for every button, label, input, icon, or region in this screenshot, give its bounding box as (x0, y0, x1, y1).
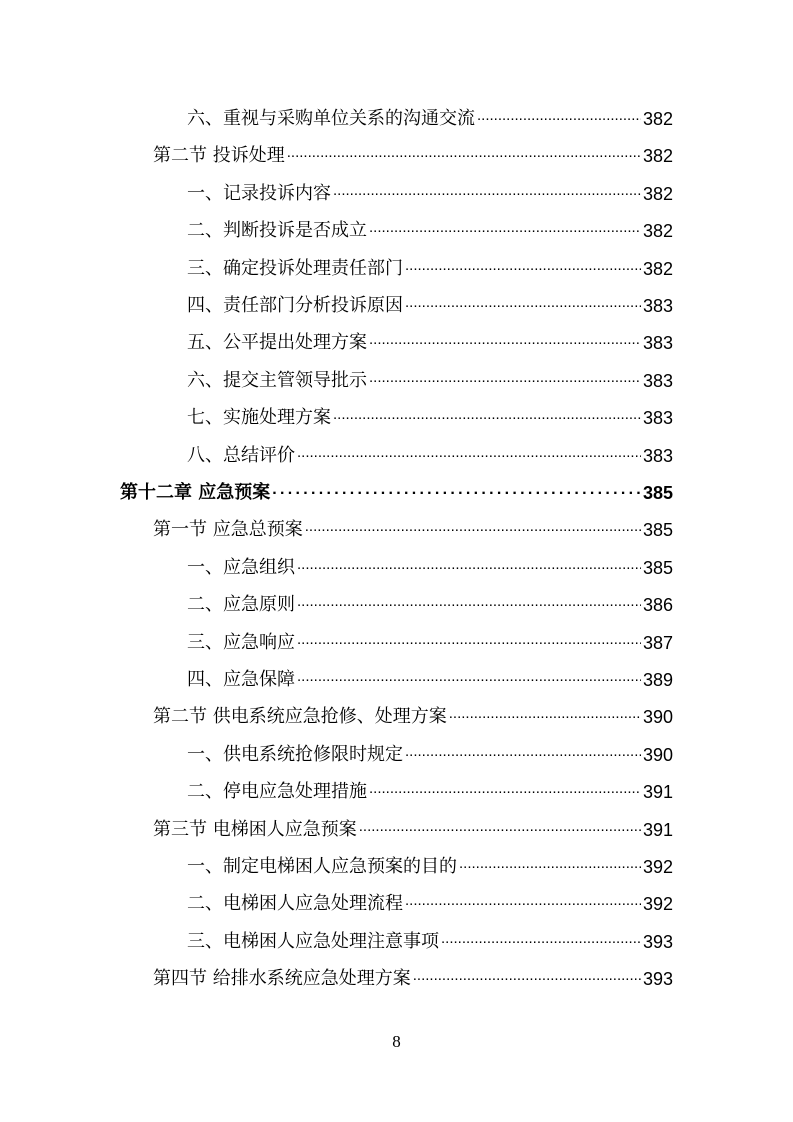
toc-dot-leader (477, 105, 641, 127)
toc-entry-label: 七、实施处理方案 (187, 407, 331, 429)
toc-entry[interactable] (153, 811, 673, 841)
toc-entry-label: 第十二章 应急预案 (120, 482, 271, 503)
toc-entry-page: 383 (642, 333, 673, 354)
toc-entry[interactable] (187, 549, 673, 579)
toc-entry[interactable] (187, 212, 673, 242)
toc-entry-page: 385 (642, 483, 673, 503)
toc-dot-leader (369, 778, 641, 800)
toc-entry[interactable] (187, 885, 673, 915)
toc-entry-page: 385 (642, 557, 673, 578)
toc-dot-leader (405, 741, 641, 763)
toc-dot-leader (369, 217, 641, 239)
toc-entry-page: 383 (642, 408, 673, 429)
toc-entry-page: 385 (642, 520, 673, 541)
toc-entry-label: 五、公平提出处理方案 (187, 332, 367, 354)
toc-entry-label: 三、确定投诉处理责任部门 (187, 257, 403, 279)
toc-entry-page: 389 (642, 670, 673, 690)
toc-entry-label: 第四节 给排水系统应急处理方案 (153, 968, 411, 990)
toc-entry[interactable] (187, 661, 673, 691)
toc-entry[interactable] (153, 511, 673, 541)
toc-entry[interactable] (187, 624, 673, 654)
toc-dot-leader (369, 367, 641, 389)
toc-dot-leader (333, 404, 641, 426)
toc-entry-label: 三、电梯困人应急处理注意事项 (187, 930, 439, 952)
toc-entry-page: 386 (642, 595, 673, 616)
toc-dot-leader (297, 442, 641, 464)
toc-entry-label: 第三节 电梯困人应急预案 (153, 818, 357, 840)
toc-entry[interactable] (187, 250, 673, 280)
toc-entry-label: 二、应急原则 (187, 594, 295, 616)
toc-dot-leader (449, 703, 641, 725)
toc-entry[interactable] (187, 773, 673, 803)
toc-entry-label: 第一节 应急总预案 (153, 519, 303, 541)
toc-entry-page: 382 (642, 258, 673, 279)
toc-entry[interactable] (187, 100, 673, 130)
toc-dot-leader (297, 554, 641, 576)
page-number: 8 (392, 1032, 401, 1051)
toc-entry-label: 第二节 投诉处理 (153, 145, 285, 167)
toc-dot-leader (413, 965, 641, 987)
toc-dot-leader (297, 629, 641, 651)
toc-entry[interactable] (187, 736, 673, 766)
toc-entry-page: 392 (642, 894, 673, 915)
toc-dot-leader (333, 180, 641, 202)
toc-entry-page: 392 (642, 857, 673, 877)
toc-entry[interactable] (120, 474, 673, 504)
toc-entry-label: 一、供电系统抢修限时规定 (187, 743, 403, 765)
toc-entry-page: 393 (642, 969, 673, 990)
toc-entry[interactable] (187, 586, 673, 616)
toc-entry-page: 391 (642, 819, 673, 840)
toc-entry-label: 二、判断投诉是否成立 (187, 220, 367, 242)
toc-entry-page: 382 (642, 109, 673, 129)
toc-dot-leader (305, 516, 641, 538)
toc-entry[interactable] (187, 848, 673, 878)
toc-entry[interactable] (187, 175, 673, 205)
toc-entry-label: 二、电梯困人应急处理流程 (187, 893, 403, 915)
toc-entry-page: 382 (642, 146, 673, 167)
toc-entry[interactable] (187, 324, 673, 354)
toc-entry[interactable] (187, 287, 673, 317)
toc-entry-label: 一、应急组织 (187, 556, 295, 578)
toc-entry-page: 383 (642, 370, 673, 391)
toc-entry-label: 三、应急响应 (187, 631, 295, 653)
toc-entry[interactable] (187, 362, 673, 392)
toc-entry-label: 四、应急保障 (187, 669, 295, 690)
toc-entry-label: 第二节 供电系统应急抢修、处理方案 (153, 706, 447, 728)
toc-entry-page: 383 (642, 445, 673, 466)
toc-entry-label: 六、提交主管领导批示 (187, 369, 367, 391)
toc-entry-label: 二、停电应急处理措施 (187, 781, 367, 803)
toc-dot-leader (287, 142, 641, 164)
toc-dot-leader (272, 479, 641, 501)
toc-entry-label: 八、总结评价 (187, 444, 295, 466)
toc-entry-page: 383 (642, 296, 673, 316)
toc-entry-page: 393 (642, 931, 673, 952)
toc-dot-leader (405, 292, 641, 314)
toc-entry-page: 382 (642, 221, 673, 242)
toc-dot-leader (369, 329, 641, 351)
toc-entry-page: 387 (642, 632, 673, 653)
toc-dot-leader (405, 255, 641, 277)
toc-entry-label: 四、责任部门分析投诉原因 (187, 295, 403, 316)
toc-entry[interactable] (153, 960, 673, 990)
toc-entry[interactable] (187, 923, 673, 953)
toc-entry-label: 一、记录投诉内容 (187, 182, 331, 204)
toc-entry[interactable] (187, 437, 673, 467)
toc-entry-label: 六、重视与采购单位关系的沟通交流 (187, 108, 475, 129)
toc-entry-label: 一、制定电梯困人应急预案的目的 (187, 856, 457, 877)
toc-entry[interactable] (187, 399, 673, 429)
toc-dot-leader (405, 890, 641, 912)
toc-dot-leader (441, 928, 641, 950)
toc-entry-page: 382 (642, 183, 673, 204)
toc-dot-leader (297, 591, 641, 613)
toc-entry[interactable] (153, 137, 673, 167)
toc-dot-leader (459, 853, 641, 875)
toc-dot-leader (297, 666, 641, 688)
toc-entry-page: 391 (642, 782, 673, 803)
toc-entry-page: 390 (642, 707, 673, 728)
toc-entry[interactable] (153, 698, 673, 728)
toc-entry-page: 390 (642, 744, 673, 765)
toc-dot-leader (359, 816, 641, 838)
